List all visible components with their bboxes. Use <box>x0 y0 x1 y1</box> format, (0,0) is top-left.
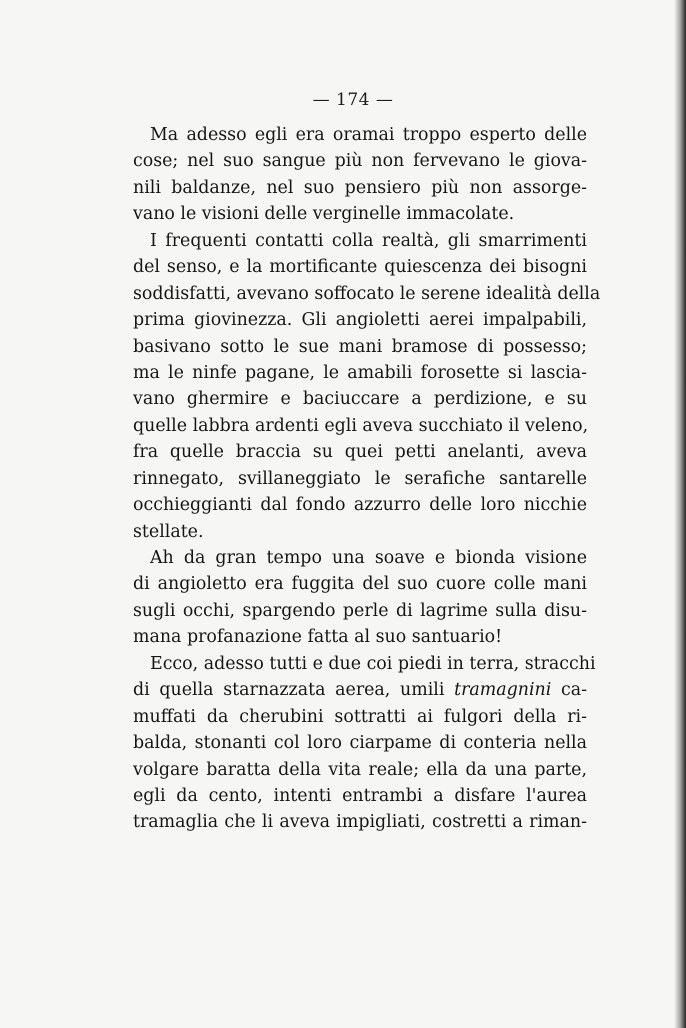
text-line: occhieggianti dal fondo azzurro delle loro nicchie <box>133 495 587 516</box>
text-line: muffati da cherubini sottratti ai fulgori della ri- <box>133 706 587 727</box>
text-line: di angioletto era fuggita del suo cuore colle mani <box>133 574 587 595</box>
text-line: del senso, e la mortificante quiescenza dei bisogni <box>133 257 587 278</box>
text-line: volgare baratta della vita reale; ella da una parte, <box>133 759 587 780</box>
text-line: prima giovinezza. Gli angioletti aerei impalpabili, <box>133 310 587 331</box>
text-line: rinnegato, svillaneggiato le serafiche santarelle <box>133 468 587 489</box>
text-line: Ma adesso egli era oramai troppo esperto delle <box>150 125 587 145</box>
page-number: — 174 — <box>312 90 394 110</box>
text-line: cose; nel suo sangue più non fervevano le giova- <box>133 151 587 172</box>
text-line: Ah da gran tempo una soave e bionda visione <box>150 548 587 568</box>
text-line: I frequenti contatti colla realtà, gli smarrimenti <box>150 230 587 251</box>
text-line: sugli occhi, spargendo perle di lagrime sulla disu- <box>133 600 587 621</box>
text-line: balda, stonanti col loro ciarpame di conteria nella <box>133 733 587 754</box>
body-text <box>133 122 601 836</box>
italic-word: tramagnini <box>454 680 552 701</box>
text-line: stellate. <box>133 521 204 542</box>
text-line: fra quelle braccia su quei petti anelanti, aveva <box>133 442 587 463</box>
text-line: tramaglia che li aveva impigliati, costretti a riman- <box>133 812 587 833</box>
text-line: vano le visioni delle verginelle immacolate. <box>133 204 515 225</box>
text-line: quelle labbra ardenti egli aveva succhiato il veleno, <box>133 415 589 436</box>
text-line: ma le ninfe pagane, le amabili forosette si lascia- <box>133 362 587 383</box>
page-edge-shadow <box>674 0 686 1028</box>
text-line: soddisfatti, avevano soffocato le serene idealità della <box>133 283 601 304</box>
text-line: Ecco, adesso tutti e due coi piedi in terra, stracchi <box>150 653 596 674</box>
text-line: nili baldanze, nel suo pensiero più non assorge- <box>133 177 587 198</box>
text-line: mana profanazione fatta al suo santuario! <box>133 627 503 648</box>
text-line: egli da cento, intenti entrambi a disfare l'aurea <box>133 785 587 806</box>
text-line: di quella starnazzata aerea, umili tramagnini ca- <box>133 680 588 701</box>
text-line: vano ghermire e baciuccare a perdizione, e su <box>133 389 587 410</box>
text-line: basivano sotto le sue mani bramose di possesso; <box>133 336 587 357</box>
